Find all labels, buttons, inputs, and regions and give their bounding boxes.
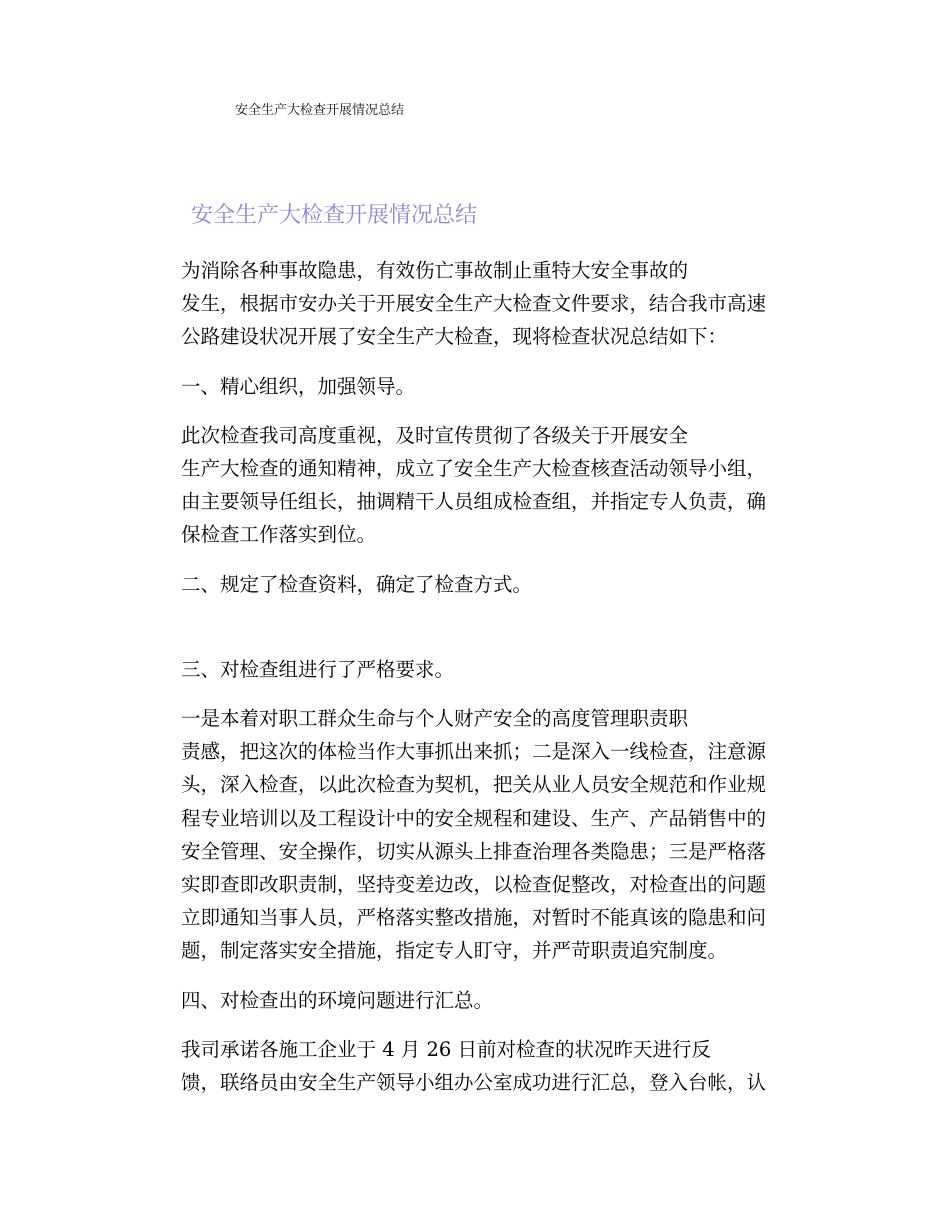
text-line: 一、精心组织，加强领导。	[181, 374, 416, 398]
text-line: 馈，联络员由安全生产领导小组办公室成功进行汇总，登入台帐，认	[181, 1071, 767, 1095]
section-heading-2	[142, 568, 792, 601]
text-line: 发生，根据市安办关于开展安全生产大检查文件要求，结合我市高速	[181, 292, 767, 316]
document-body	[142, 254, 792, 1099]
text-line: 责感，把这次的体检当作大事抓出来抓；二是深入一线检查，注意源	[181, 740, 767, 764]
text-line: 立即通知当事人员，严格落实整改措施，对暂时不能真该的隐患和问	[181, 906, 767, 930]
paragraph-summary	[142, 1033, 792, 1099]
text-line: 二、规定了检查资料，确定了检查方式。	[181, 572, 533, 596]
text-line: 为消除各种事故隐患，有效伤亡事故制止重特大安全事故的	[181, 259, 689, 282]
text-line: 一是本着对职工群众生命与个人财产安全的高度管理职责职	[181, 707, 689, 731]
text-line: 实即查即改职责制，坚持变差边改，以检查促整改，对检查出的问题	[181, 873, 767, 897]
text-line: 三、对检查组进行了严格要求。	[181, 657, 455, 681]
text-line: 保检查工作落实到位。	[181, 523, 377, 547]
text-line: 由主要领导任组长，抽调精干人员组成检查组，并指定专人负责，确	[181, 490, 767, 514]
text-line: 生产大检查的通知精神，成立了安全生产大检查核查活动领导小组，	[181, 457, 767, 481]
running-header: 安全生产大检查开展情况总结	[235, 103, 405, 118]
section-heading-3	[142, 653, 792, 686]
section-heading-4	[142, 984, 792, 1017]
text-line: 四、对检查出的环境问题进行汇总。	[181, 988, 494, 1012]
text-line: 程专业培训以及工程设计中的安全规程和建设、生产、产品销售中的	[181, 806, 767, 830]
document-title: 安全生产大检查开展情况总结	[191, 203, 478, 228]
text-line: 头，深入检查，以此次检查为契机，把关从业人员安全规范和作业规	[181, 773, 767, 797]
text-line: 安全管理、安全操作，切实从源头上排查治理各类隐患；三是严格落	[181, 839, 767, 863]
paragraph-requirements	[142, 702, 792, 968]
text-line: 我司承诺各施工企业于 4 月 26 日前对检查的状况昨天进行反	[181, 1037, 712, 1061]
paragraph-organization	[142, 419, 792, 552]
text-line: 此次检查我司高度重视，及时宣传贯彻了各级关于开展安全	[181, 423, 689, 447]
paragraph-intro	[142, 254, 792, 354]
text-line: 题，制定落实安全措施，指定专人盯守，并严苛职责追究制度。	[181, 939, 728, 963]
section-heading-1	[142, 370, 792, 403]
text-line: 公路建设状况开展了安全生产大检查，现将检查状况总结如下：	[181, 325, 728, 349]
